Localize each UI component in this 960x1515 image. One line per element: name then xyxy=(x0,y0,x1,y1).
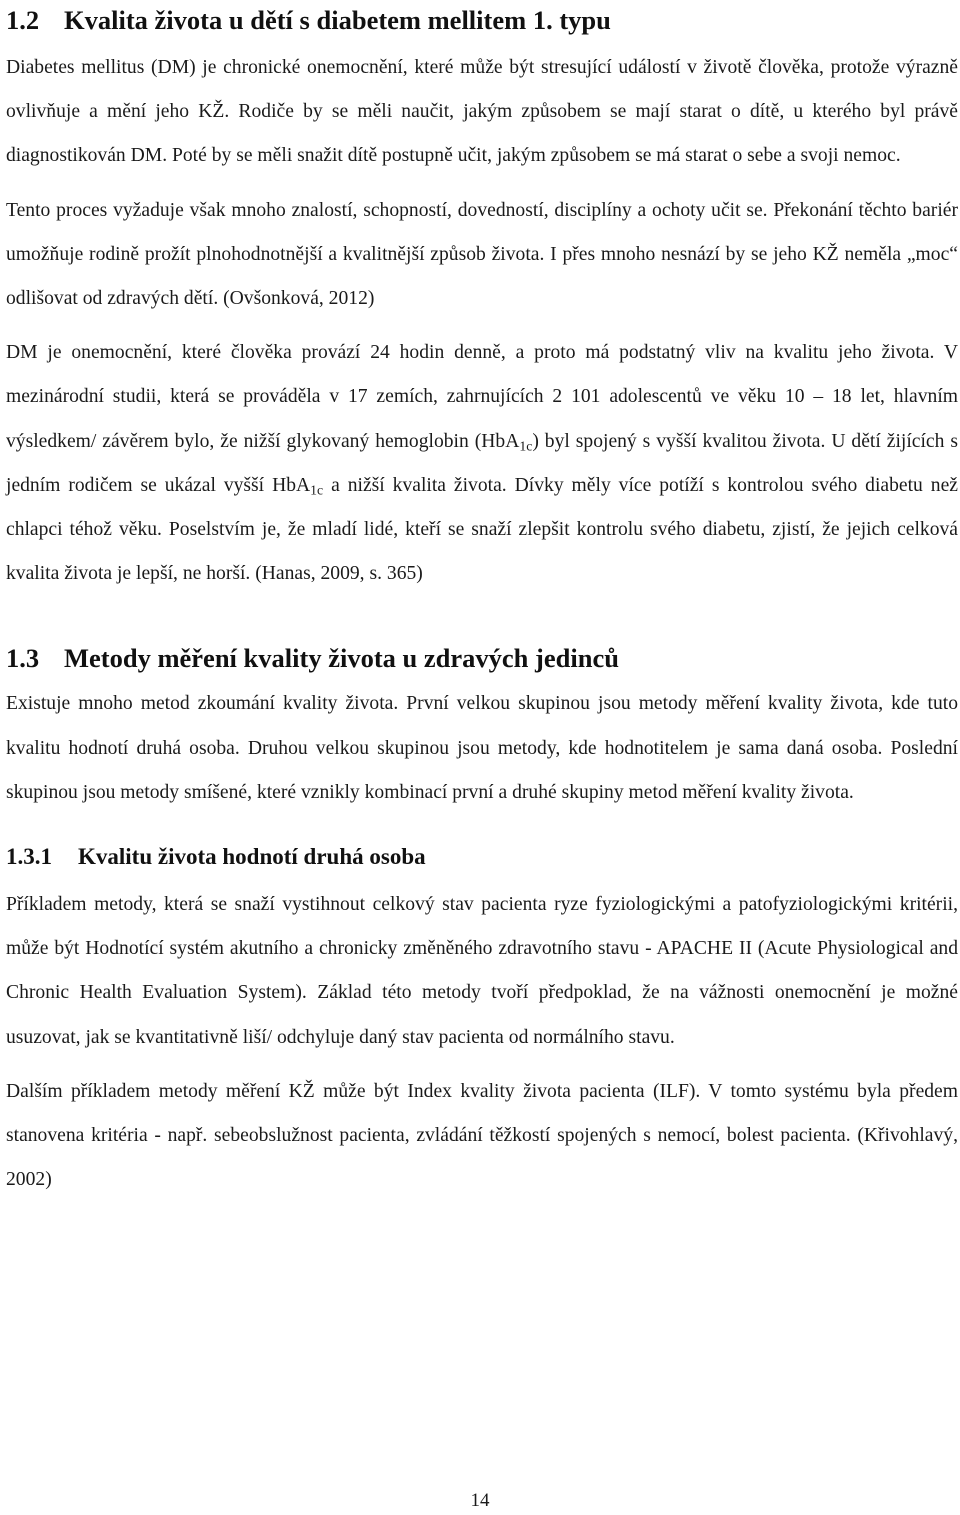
subsection-heading-1-3-1 xyxy=(6,839,958,875)
paragraph: Diabetes mellitus (DM) je chronické onemocnění, které může být stresující událostí v životě člověka, protože výrazně ovlivňuje a mění jeho KŽ. Rodiče by se měli naučit, jakým způsobem se mají starat o dítě, u kterého byl právě diagnostikován DM. Poté by se měli snažit dítě postupně učit, jakým způsobem se má starat o sebe a svoji nemoc. xyxy=(6,57,958,167)
paragraph: Dalším příkladem metody měření KŽ může být Index kvality života pacienta (ILF). V tomto systému byla předem stanovena kritéria - např. sebeobslužnost pacienta, zvládání těžkostí spojených s nemocí, bolest pacienta. (Křivohlavý, 2002) xyxy=(6,1080,958,1191)
document-page xyxy=(6,0,958,1515)
paragraph: Existuje mnoho metod zkoumání kvality života. První velkou skupinou jsou metody měření kvality života, kde tuto kvalitu hodnotí druhá osoba. Druhou velkou skupinou jsou metody, kde hodnotitelem je sama daná osoba. Poslední skupinou jsou metody smíšené, které vznikly kombinací první a druhé skupiny metod měření kvality života. xyxy=(6,693,958,803)
section-number: 1.3 xyxy=(6,643,40,674)
paragraph-text: a nižší kvalita života. Dívky měly více potíží s kontrolou svého diabetu než chlapci téhož věku. Poselstvím je, že mladí lidé, kteří se snaží zlepšit kontrolu svého diabetu, zjistí, že jejich celková kvalita života je lepší, ne horší. (Hanas, 2009, s. 365) xyxy=(6,474,958,585)
paragraph xyxy=(6,331,958,596)
paragraph: Tento proces vyžaduje však mnoho znalostí, schopností, dovedností, disciplíny a ochoty učit se. Překonání těchto bariér umožňuje rodině prožít plnohodnotnější a kvalitnější způsob života. I přes mnoho nesnází by se jeho KŽ neměla „moc“ odlišovat od zdravých dětí. (Ovšonková, 2012) xyxy=(6,199,958,310)
section-heading-1-2 xyxy=(6,0,958,40)
paragraph-text: DM je onemocnění, které člověka provází 24 hodin denně, a proto má podstatný vliv na kvalitu jeho života. V mezinárodní studii, která se prováděla v 17 zemích, zahrnujících 2 101 adolescentů ve věku 10 – 18 let, hlavním výsledkem/ závěrem bylo, že nižší glykovaný hemoglobin (HbA xyxy=(6,342,958,452)
subscript: 1c xyxy=(519,438,533,454)
section-title: Kvalita života u dětí s diabetem mellitem 1. typu xyxy=(64,5,611,35)
section-title: Metody měření kvality života u zdravých jedinců xyxy=(64,643,619,674)
paragraph: Příkladem metody, která se snaží vystihnout celkový stav pacienta ryze fyziologickými a patofyziologickými kritérii, může být Hodnotící systém akutního a chronicky změněného zdravotního stavu - APACHE II (Acute Physiological and Chronic Health Evaluation System). Základ této metody tvoří předpoklad, že na vážnosti onemocnění je možné usuzovat, jak se kvantitativně liší/ odchyluje daný stav pacienta od normálního stavu. xyxy=(6,894,958,1048)
paragraph-text: ) byl spojený s vyšší kvalitou života. U dětí žijících s jedním rodičem se ukázal vyšší HbA xyxy=(6,430,958,496)
page-number: 14 xyxy=(470,1490,490,1511)
subscript: 1c xyxy=(310,482,324,498)
subsection-title: Kvalitu života hodnotí druhá osoba xyxy=(78,844,426,870)
section-number: 1.2 xyxy=(6,5,40,35)
subsection-number: 1.3.1 xyxy=(6,844,52,870)
section-heading-1-3 xyxy=(6,638,958,678)
